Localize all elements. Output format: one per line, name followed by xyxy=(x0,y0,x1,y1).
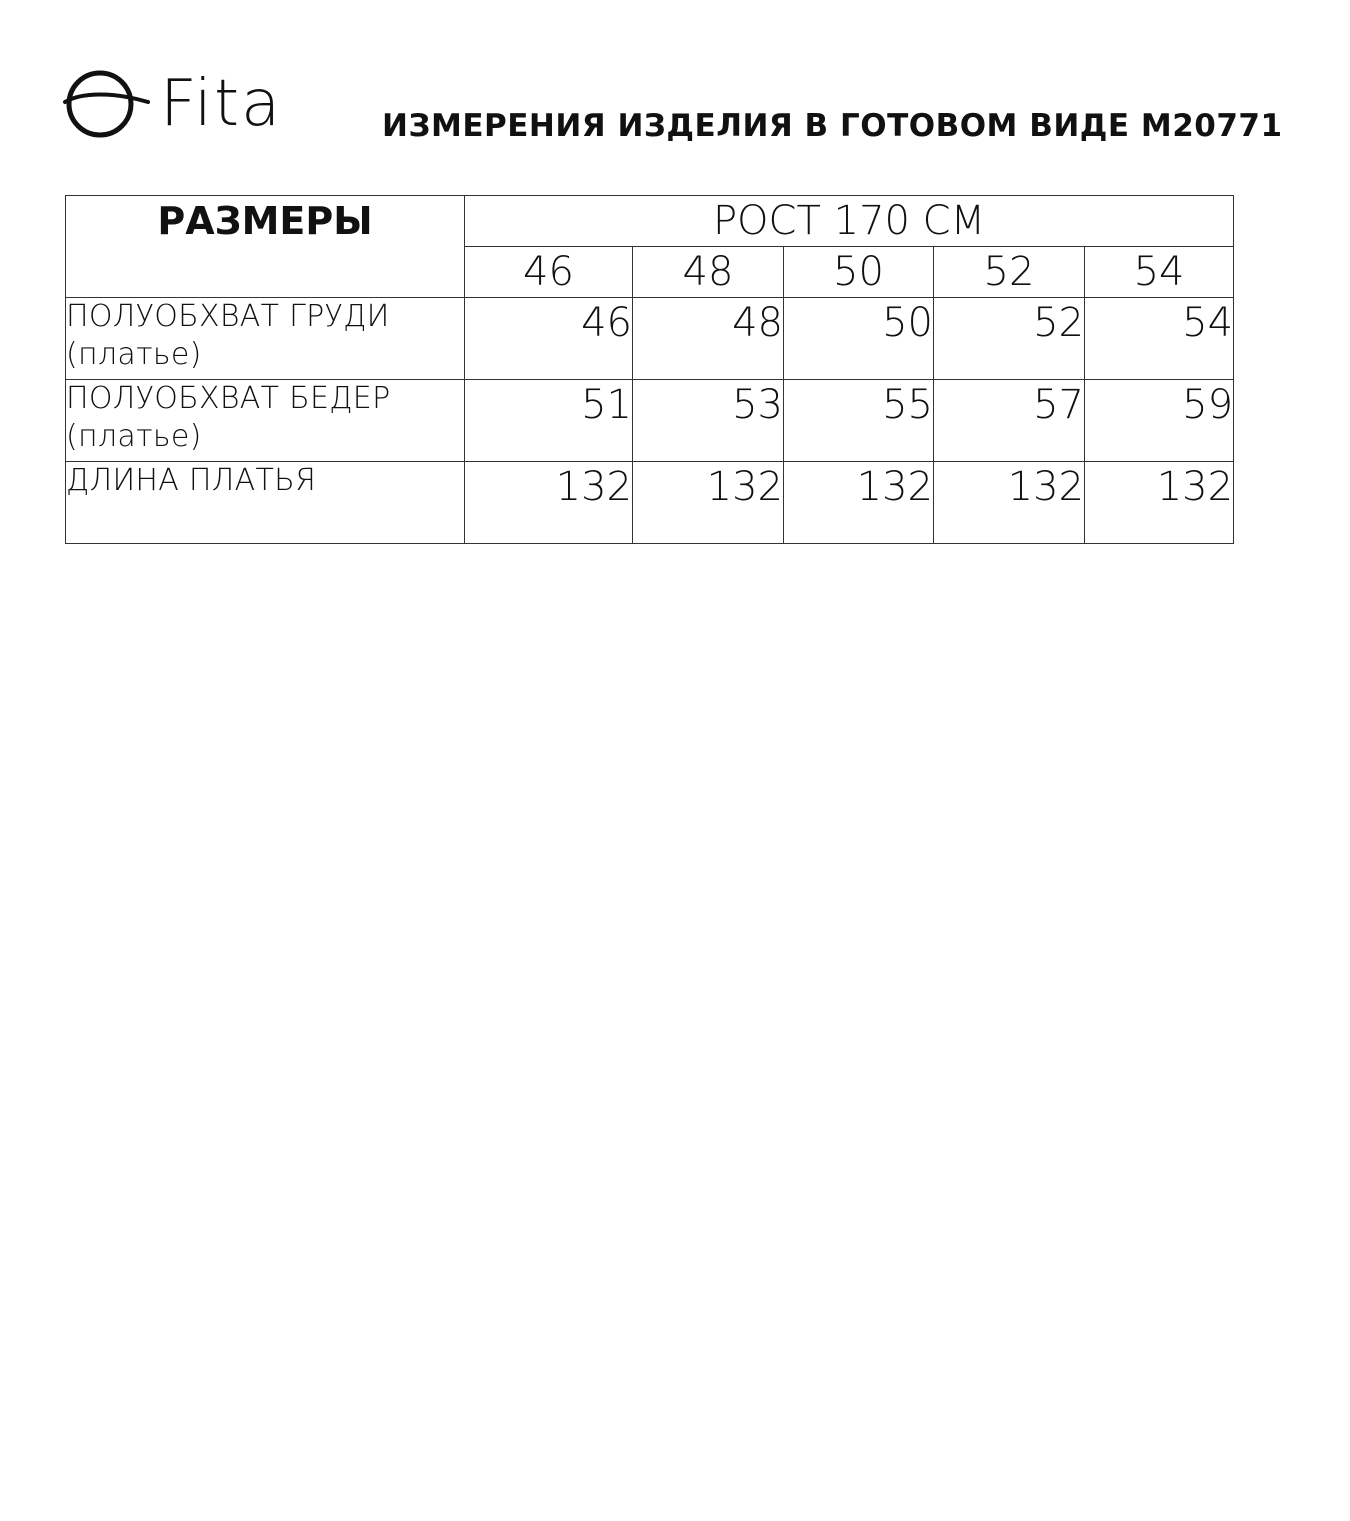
height-header: РОСТ 170 СМ xyxy=(465,196,1234,247)
table-cell: 51 xyxy=(465,380,633,462)
table-cell: 59 xyxy=(1085,380,1234,462)
table-row xyxy=(66,462,1234,544)
row-label-main: ДЛИНА ПЛАТЬЯ xyxy=(66,463,317,498)
size-column-header: 50 xyxy=(784,247,934,298)
row-label-main: ПОЛУОБХВАТ БЕДЕР xyxy=(66,381,391,416)
table-cell: 132 xyxy=(934,462,1085,544)
table-cell: 132 xyxy=(784,462,934,544)
row-label-note: (платье) xyxy=(66,419,202,454)
table-cell: 53 xyxy=(633,380,784,462)
size-column-header: 52 xyxy=(934,247,1085,298)
row-label xyxy=(66,462,465,544)
table-cell: 46 xyxy=(465,298,633,380)
table-cell: 52 xyxy=(934,298,1085,380)
theta-circle-logo-icon xyxy=(62,66,158,146)
table-cell: 50 xyxy=(784,298,934,380)
table-cell: 48 xyxy=(633,298,784,380)
brand-logo xyxy=(62,66,292,146)
size-column-header: 54 xyxy=(1085,247,1234,298)
table-row xyxy=(66,380,1234,462)
size-column-header: 46 xyxy=(465,247,633,298)
table-cell: 57 xyxy=(934,380,1085,462)
table-cell: 132 xyxy=(465,462,633,544)
table-cell: 55 xyxy=(784,380,934,462)
row-label-note: (платье) xyxy=(66,337,202,372)
table-cell: 132 xyxy=(633,462,784,544)
row-label xyxy=(66,298,465,380)
table-cell: 132 xyxy=(1085,462,1234,544)
row-label xyxy=(66,380,465,462)
header-row-height xyxy=(66,196,1234,247)
brand-logo-text: Fita xyxy=(160,67,283,141)
table-row xyxy=(66,298,1234,380)
row-label-main: ПОЛУОБХВАТ ГРУДИ xyxy=(66,299,390,334)
size-column-header: 48 xyxy=(633,247,784,298)
table-cell: 54 xyxy=(1085,298,1234,380)
size-measurements-table xyxy=(65,195,1234,544)
document-title: ИЗМЕРЕНИЯ ИЗДЕЛИЯ В ГОТОВОМ ВИДЕ М20771 xyxy=(382,108,1283,144)
sizes-header: РАЗМЕРЫ xyxy=(66,196,465,298)
